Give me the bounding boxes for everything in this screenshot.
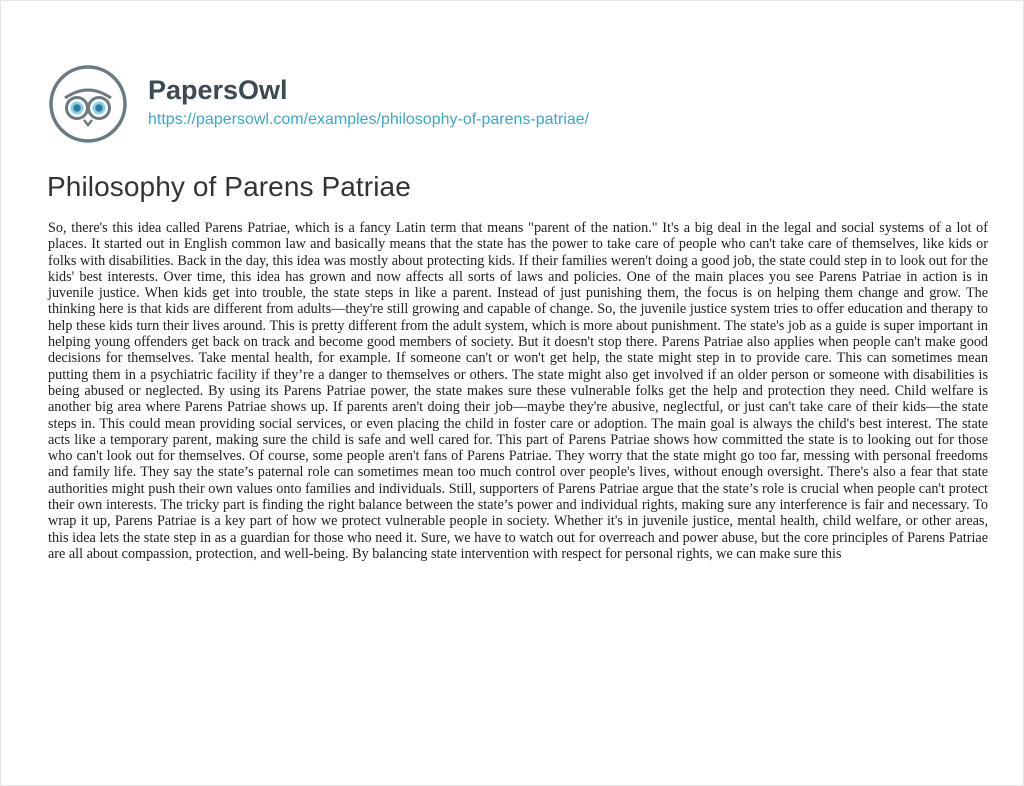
owl-logo-icon xyxy=(48,64,128,144)
document-title: Philosophy of Parens Patriae xyxy=(47,171,411,202)
brand-block xyxy=(148,74,590,130)
brand-name: PapersOwl xyxy=(148,74,288,105)
source-url-link[interactable]: https://papersowl.com/examples/philosophy-of-parens-patriae/ xyxy=(148,111,590,129)
site-header xyxy=(48,59,589,149)
document-body: So, there's this idea called Parens Patriae, which is a fancy Latin term that means "parent of the nation." It's a big deal in the legal and social systems of a lot of places. It started out in English common law and basically means that the state has the power to take care of people who can't take care of themselves, like kids or folks with disabilities. Back in the day, this idea was mostly about protecting kids. If their families weren't doing a good job, the state could step in to look out for the kids' best interests. Over time, this idea has grown and now affects all sorts of laws and policies. One of the main places you see Parens Patriae in action is in juvenile justice. When kids get into trouble, the state steps in like a parent. Instead of just punishing them, the focus is on helping them change and grow. The thinking here is that kids are different from adults—they're still growing and capable of change. So, the juvenile justice system tries to offer education and therapy to help these kids turn their lives around. This is pretty different from the adult system, which is more about punishment. The state's job as a guide is super important in helping young offenders get back on track and become good members of society. But it doesn't stop there. Parens Patriae also applies when people can't make good decisions for themselves. Take mental health, for example. If someone can't or won't get help, the state might step in to provide care. This can sometimes mean putting them in a psychiatric facility if they’re a danger to themselves or others. The state might also get involved if an older person or someone with disabilities is being abused or neglected. By using its Parens Patriae power, the state makes sure these vulnerable folks get the help and protection they need. Child welfare is another big area where Parens Patriae shows up. If parents aren't doing their job—maybe they're abusive, neglectful, or just can't take care of their kids—the state steps in. This could mean providing social services, or even placing the child in foster care or adoption. The main goal is always the child's best interest. The state acts like a temporary parent, making sure the child is safe and well cared for. This part of Parens Patriae shows how committed the state is to looking out for those who can't look out for themselves. Of course, some people aren't fans of Parens Patriae. They worry that the state might go too far, messing with personal freedoms and family life. They say the state’s paternal role can sometimes mean too much control over people's lives, without enough oversight. There's also a fear that state authorities might push their own values onto families and individuals. Still, supporters of Parens Patriae argue that the state’s role is crucial when people can't protect their own interests. The tricky part is finding the right balance between the state’s power and individual rights, making sure any interference is fair and necessary. To wrap it up, Parens Patriae is a key part of how we protect vulnerable people in society. Whether it's in juvenile justice, mental health, child welfare, or other areas, this idea lets the state step in as a guardian for those who need it. Sure, we have to watch out for overreach and power abuse, but the core principles of Parens Patriae are all about compassion, protection, and well-being. By balancing state intervention with respect for personal rights, we can make sure this xyxy=(48,220,988,562)
